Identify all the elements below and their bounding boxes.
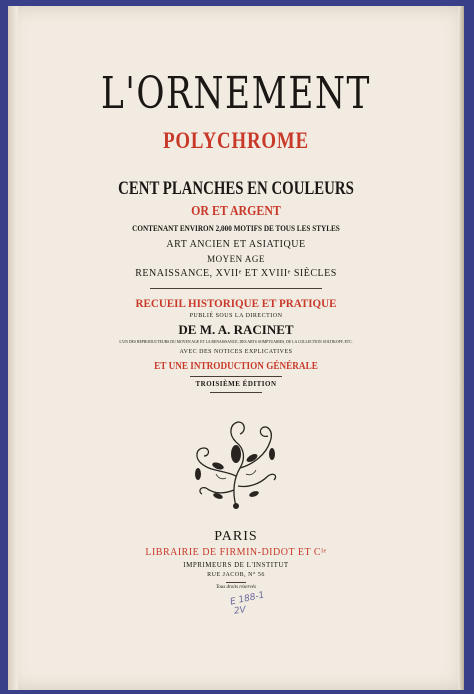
edition-rule-top (190, 376, 282, 377)
body-line-contenant: CONTENANT ENVIRON 2,000 MOTIFS DE TOUS LES STYLES (132, 224, 340, 233)
imprint-printers: IMPRIMEURS DE L'INSTITUT (183, 561, 289, 569)
edition-line: TROISIÈME ÉDITION (195, 380, 277, 388)
edition-rule-bottom (210, 392, 262, 393)
body-line-cent-planches: CENT PLANCHES EN COULEURS (118, 178, 354, 199)
imprint-city: PARIS (214, 529, 258, 544)
author-line: DE M. A. RACINET (178, 322, 294, 337)
title-page (8, 6, 464, 690)
body-line-or-argent: OR ET ARGENT (191, 204, 281, 219)
body-line-art-ancien: ART ANCIEN ET ASIATIQUE (166, 239, 306, 250)
main-title: L'ORNEMENT (100, 68, 372, 119)
body-line-renaissance: RENAISSANCE, XVIIᵉ ET XVIIIᵉ SIÈCLES (135, 268, 337, 279)
imprint-rights: Tous droits réservés (216, 585, 256, 590)
imprint-publisher: LIBRAIRIE DE FIRMIN-DIDOT ET Cᴵᵉ (145, 547, 327, 558)
notices-line: AVEC DES NOTICES EXPLICATIVES (179, 349, 293, 355)
subtitle: POLYCHROME (163, 128, 309, 153)
credentials-line: L'UN DES REPRODUCTEURS DU MOYEN AGE ET LA RENAISSANCE, DES ARTS SOMPTUAIRES, DE LA COLLECTION SOLTIKOFF, ETC. (119, 339, 353, 344)
body-line-moyen-age: MOYEN AGE (207, 254, 265, 264)
handwritten-mark-volume: 2V (233, 605, 247, 617)
handwritten-mark-shelf: E 188-1 (229, 590, 266, 608)
divider-rule (150, 288, 322, 289)
intro-line: ET UNE INTRODUCTION GÉNÉRALE (154, 361, 318, 372)
recueil-heading: RECUEIL HISTORIQUE ET PRATIQUE (135, 296, 337, 310)
imprint-rule (226, 582, 246, 583)
publie-line: PUBLIÉ SOUS LA DIRECTION (189, 313, 283, 319)
imprint-address: RUE JACOB, N° 56 (207, 572, 265, 578)
floral-ornament (184, 414, 288, 514)
